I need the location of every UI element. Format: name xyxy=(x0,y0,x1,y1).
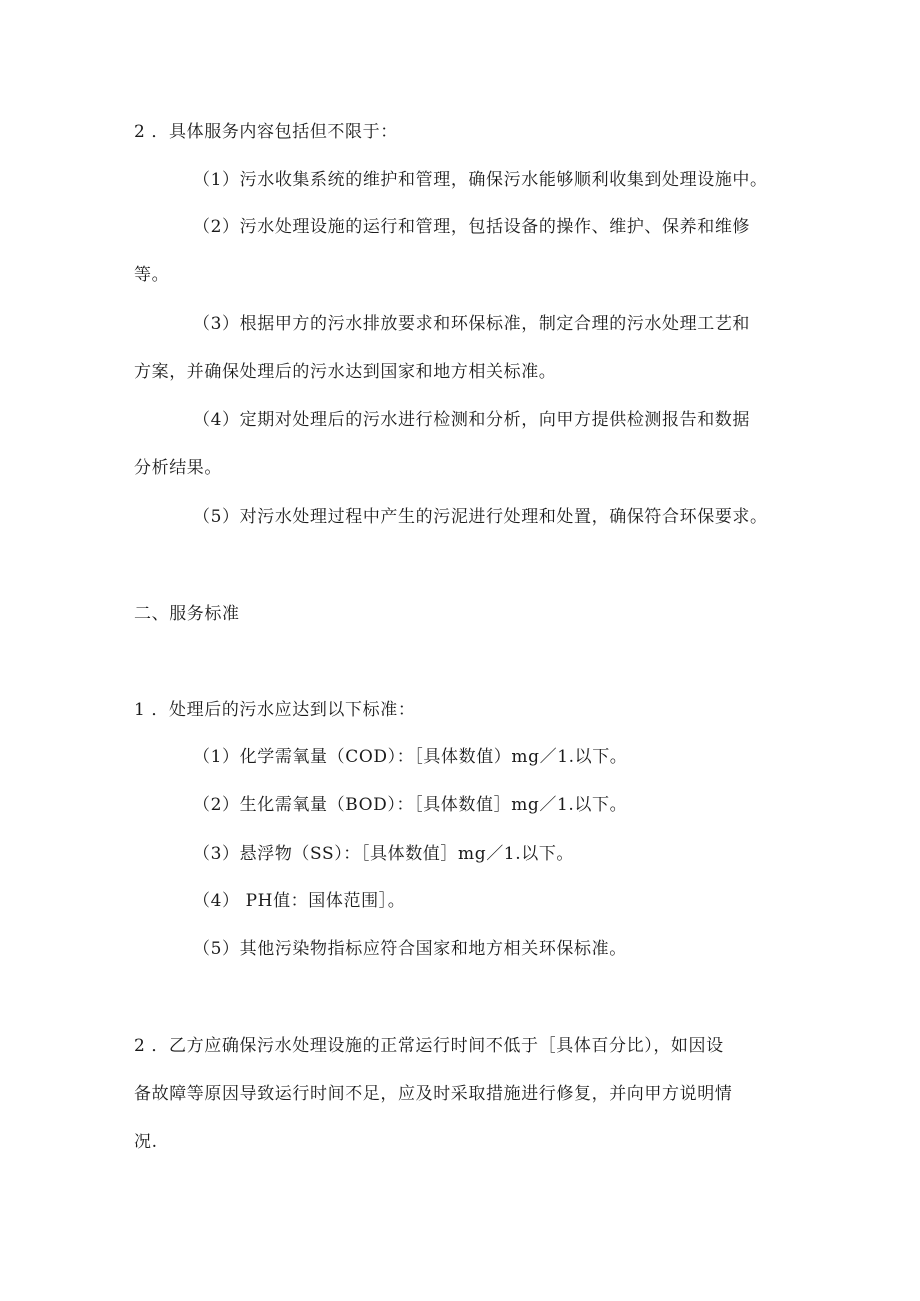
list-item-2-continuation: 等。 xyxy=(134,265,170,285)
standard-item-cod: （1）化学需氧量（COD）：［具体数值）mg／1.以下。 xyxy=(193,747,628,767)
paragraph-uptime-line-2: 备故障等原因导致运行时间不足，应及时采取措施进行修复，并向甲方说明情 xyxy=(134,1084,733,1104)
list-item-1: （1）污水收集系统的维护和管理，确保污水能够顺利收集到处理设施中。 xyxy=(193,170,768,190)
list-item-3-continuation: 方案，并确保处理后的污水达到国家和地方相关标准。 xyxy=(134,362,557,382)
standard-item-ph: （4） PH值：国体范围］。 xyxy=(193,891,406,911)
list-item-4-continuation: 分析结果。 xyxy=(134,458,222,478)
list-item-3: （3）根据甲方的污水排放要求和环保标准，制定合理的污水处理工艺和 xyxy=(193,314,751,334)
standard-item-bod: （2）生化需氧量（BOD）：［具体数值］mg／1.以下。 xyxy=(193,795,628,815)
paragraph-uptime-line-3: 况. xyxy=(134,1132,158,1152)
subsection-heading-water-standards: 1 ．处理后的污水应达到以下标准： xyxy=(134,700,416,720)
section-heading-service-content: 2 ．具体服务内容包括但不限于： xyxy=(134,122,398,142)
standard-item-other: （5）其他污染物指标应符合国家和地方相关环保标准。 xyxy=(193,939,627,959)
list-item-2: （2）污水处理设施的运行和管理，包括设备的操作、维护、保养和维修 xyxy=(193,217,751,237)
list-item-4: （4）定期对处理后的污水进行检测和分析，向甲方提供检测报告和数据 xyxy=(193,410,751,430)
paragraph-uptime-line-1: 2 ．乙方应确保污水处理设施的正常运行时间不低于［具体百分比），如因设 xyxy=(134,1036,724,1056)
section-title-service-standards: 二、服务标准 xyxy=(134,604,240,624)
standard-item-ss: （3）悬浮物（SS）：［具体数值］mg／1.以下。 xyxy=(193,844,575,864)
list-item-5: （5）对污水处理过程中产生的污泥进行处理和处置，确保符合环保要求。 xyxy=(193,507,768,527)
